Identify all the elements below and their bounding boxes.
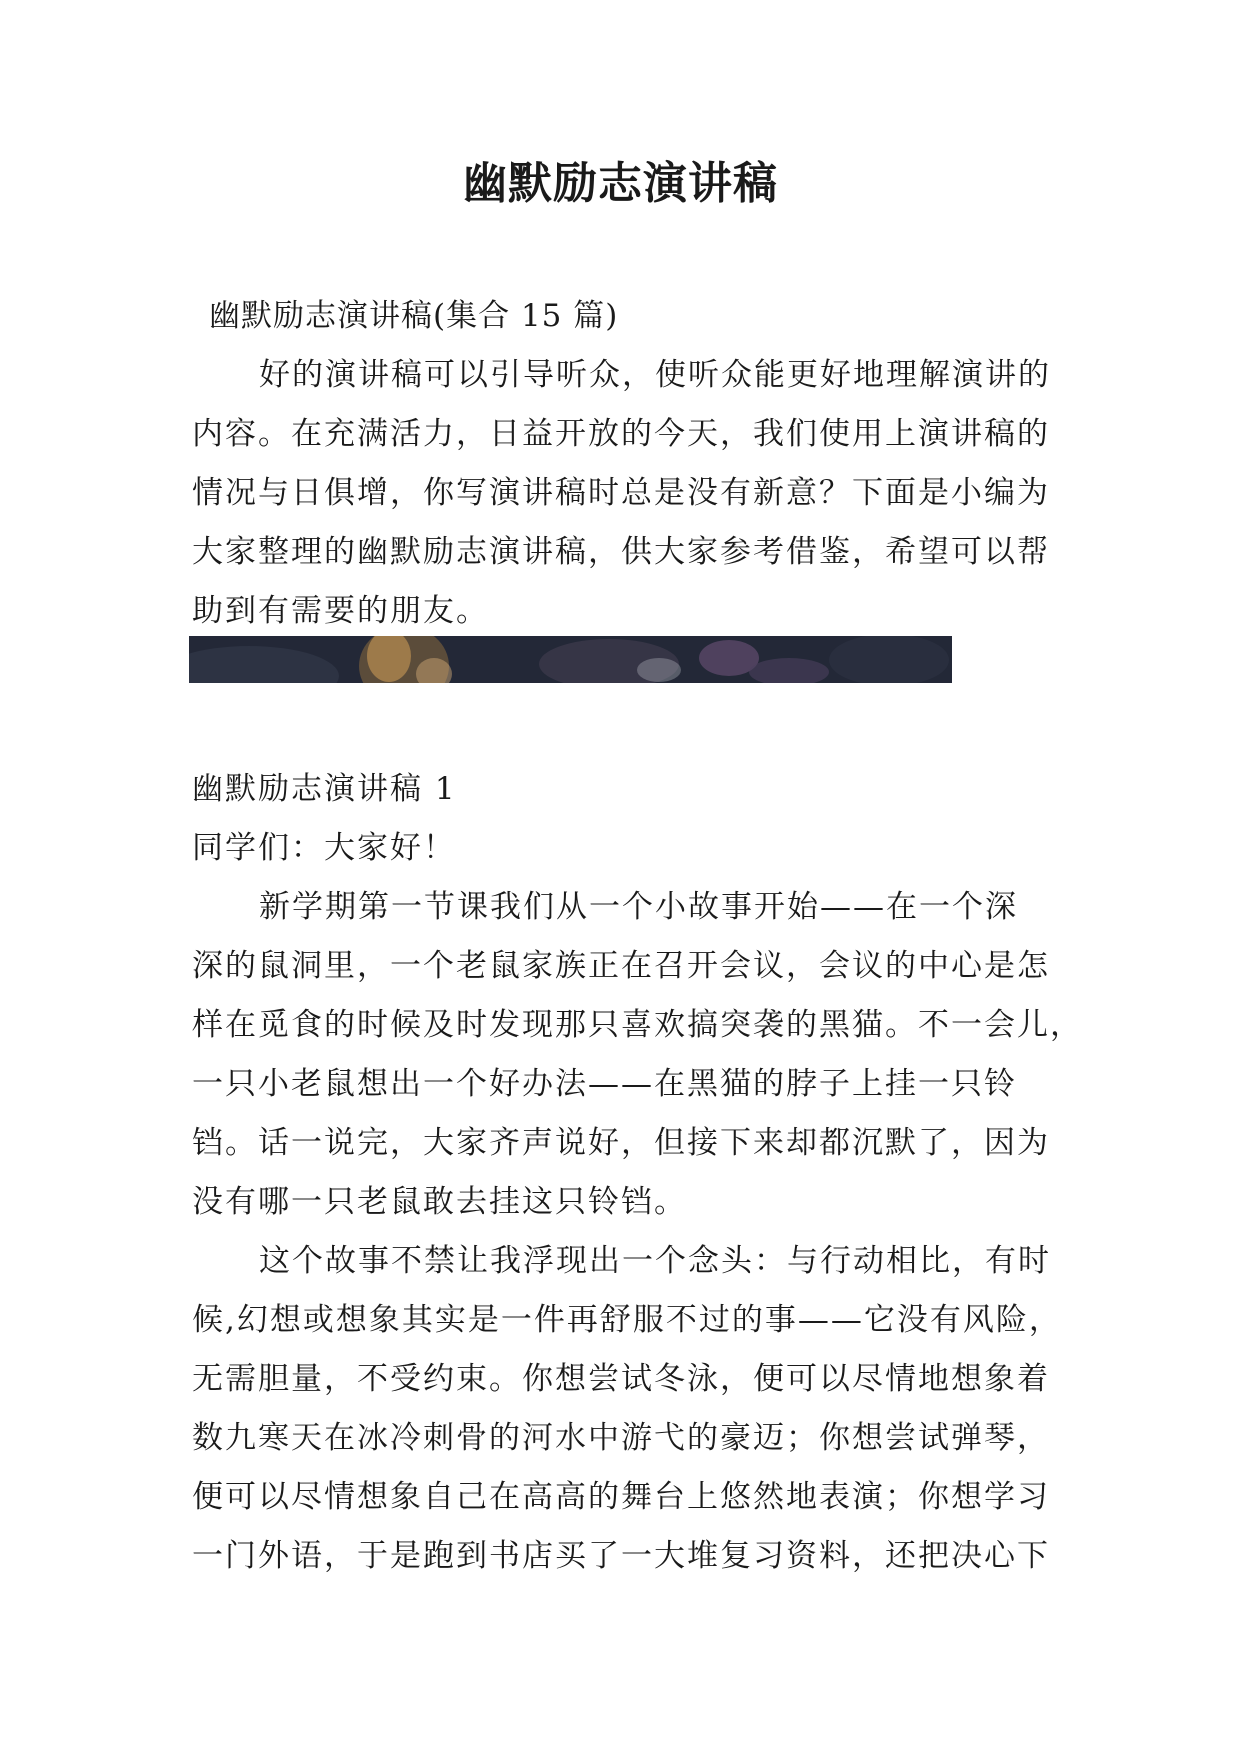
paragraph-line: 一只小老鼠想出一个好办法——在黑猫的脖子上挂一只铃 <box>192 1066 1017 1102</box>
banner-image <box>189 636 952 683</box>
paragraph-line: 无需胆量，不受约束。你想尝试冬泳，便可以尽情地想象着 <box>192 1361 1050 1397</box>
greeting: 同学们：大家好！ <box>192 830 456 866</box>
paragraph-line: 没有哪一只老鼠敢去挂这只铃铛。 <box>192 1184 687 1220</box>
paragraph-line: 情况与日俱增，你写演讲稿时总是没有新意？下面是小编为 <box>192 475 1050 511</box>
paragraph-line: 内容。在充满活力，日益开放的今天，我们使用上演讲稿的 <box>192 416 1050 452</box>
paragraph-line: 数九寒天在冰冷刺骨的河水中游弋的豪迈；你想尝试弹琴， <box>192 1420 1050 1456</box>
paragraph-line: 这个故事不禁让我浮现出一个念头：与行动相比，有时 <box>259 1243 1051 1279</box>
section-heading: 幽默励志演讲稿 1 <box>192 771 457 807</box>
paragraph-line: 新学期第一节课我们从一个小故事开始——在一个深 <box>259 889 1018 925</box>
paragraph-line: 样在觅食的时候及时发现那只喜欢搞突袭的黑猫。不一会儿， <box>192 1007 1083 1043</box>
paragraph-line: 便可以尽情想象自己在高高的舞台上悠然地表演；你想学习 <box>192 1479 1050 1515</box>
paragraph-line: 候,幻想或想象其实是一件再舒服不过的事——它没有风险， <box>192 1302 1062 1338</box>
paragraph-line: 铛。话一说完，大家齐声说好，但接下来却都沉默了，因为 <box>192 1125 1050 1161</box>
document-subtitle: 幽默励志演讲稿(集合 15 篇) <box>209 298 619 334</box>
paragraph-line: 深的鼠洞里，一个老鼠家族正在召开会议，会议的中心是怎 <box>192 948 1050 984</box>
paragraph-line: 助到有需要的朋友。 <box>192 593 489 629</box>
paragraph-line: 大家整理的幽默励志演讲稿，供大家参考借鉴，希望可以帮 <box>192 534 1050 570</box>
document-title: 幽默励志演讲稿 <box>463 158 778 209</box>
paragraph-line: 好的演讲稿可以引导听众，使听众能更好地理解演讲的 <box>259 357 1051 393</box>
paragraph-line: 一门外语，于是跑到书店买了一大堆复习资料，还把决心下 <box>192 1538 1050 1574</box>
